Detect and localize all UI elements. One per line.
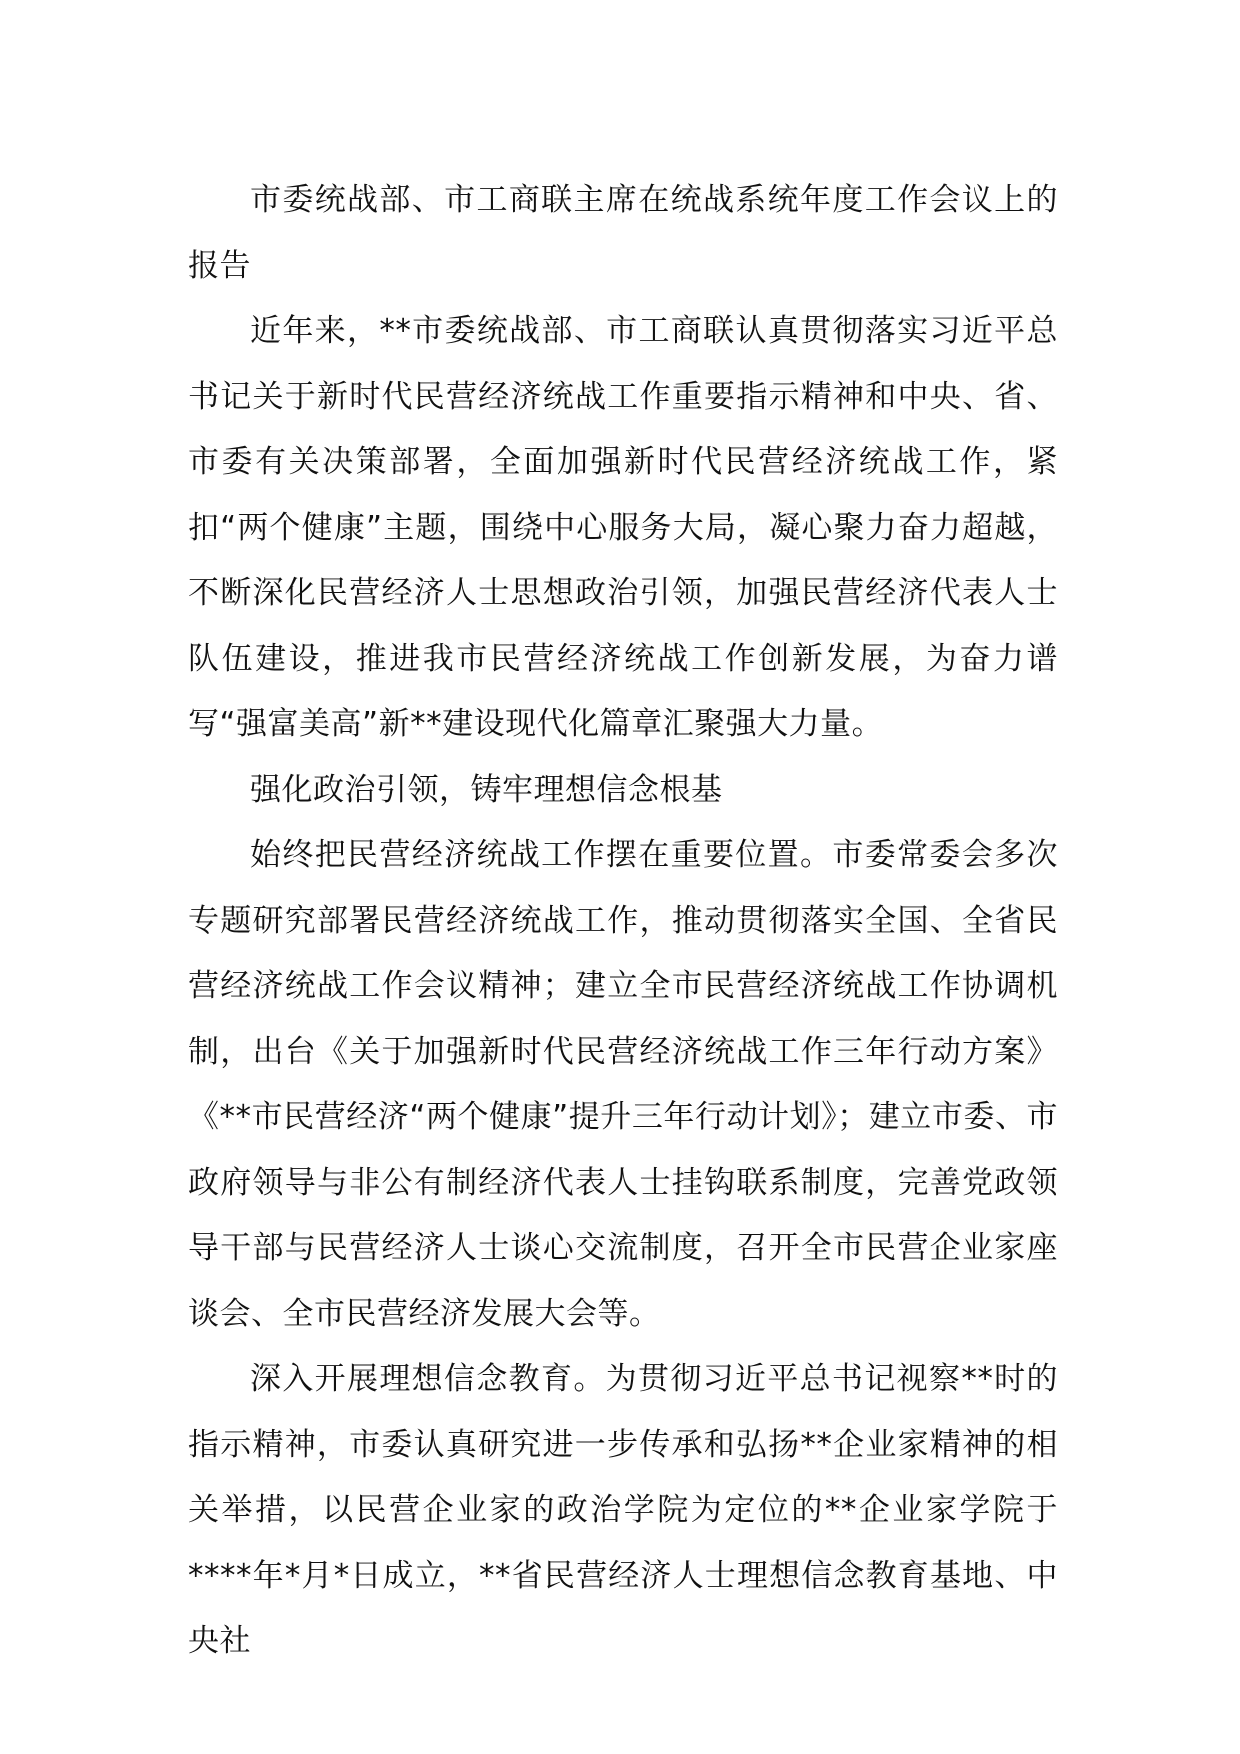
body-paragraph-work-priority: 始终把民营经济统战工作摆在重要位置。市委常委会多次专题研究部署民营经济统战工作，推动贯彻落实全国、全省民营经济统战工作会议精神；建立全市民营经济统战工作协调机制，出台《关于加强新时代民营经济统战工作三年行动方案》《**市民营经济“两个健康”提升三年行动计划》；建立市委、市政府领导与非公有制经济代表人士挂钩联系制度，完善党政领导干部与民营经济人士谈心交流制度，召开全市民营企业家座谈会、全市民营经济发展大会等。 — [188, 837, 1058, 1332]
section-heading: 强化政治引领，铸牢理想信念根基 — [250, 771, 723, 808]
document-body — [188, 168, 1058, 1675]
body-paragraph-education: 深入开展理想信念教育。为贯彻习近平总书记视察**时的指示精神，市委认真研究进一步传承和弘扬**企业家精神的相关举措，以民营企业家的政治学院为定位的**企业家学院于****年*月*日成立，**省民营经济人士理想信念教育基地、中央社 — [188, 1361, 1058, 1659]
document-title: 市委统战部、市工商联主席在统战系统年度工作会议上的报告 — [188, 182, 1058, 284]
body-paragraph-intro: 近年来，**市委统战部、市工商联认真贯彻落实习近平总书记关于新时代民营经济统战工作重要指示精神和中央、省、市委有关决策部署，全面加强新时代民营经济统战工作，紧扣“两个健康”主题，围绕中心服务大局，凝心聚力奋力超越，不断深化民营经济人士思想政治引领，加强民营经济代表人士队伍建设，推进我市民营经济统战工作创新发展，为奋力谱写“强富美高”新**建设现代化篇章汇聚强大力量。 — [188, 313, 1058, 742]
